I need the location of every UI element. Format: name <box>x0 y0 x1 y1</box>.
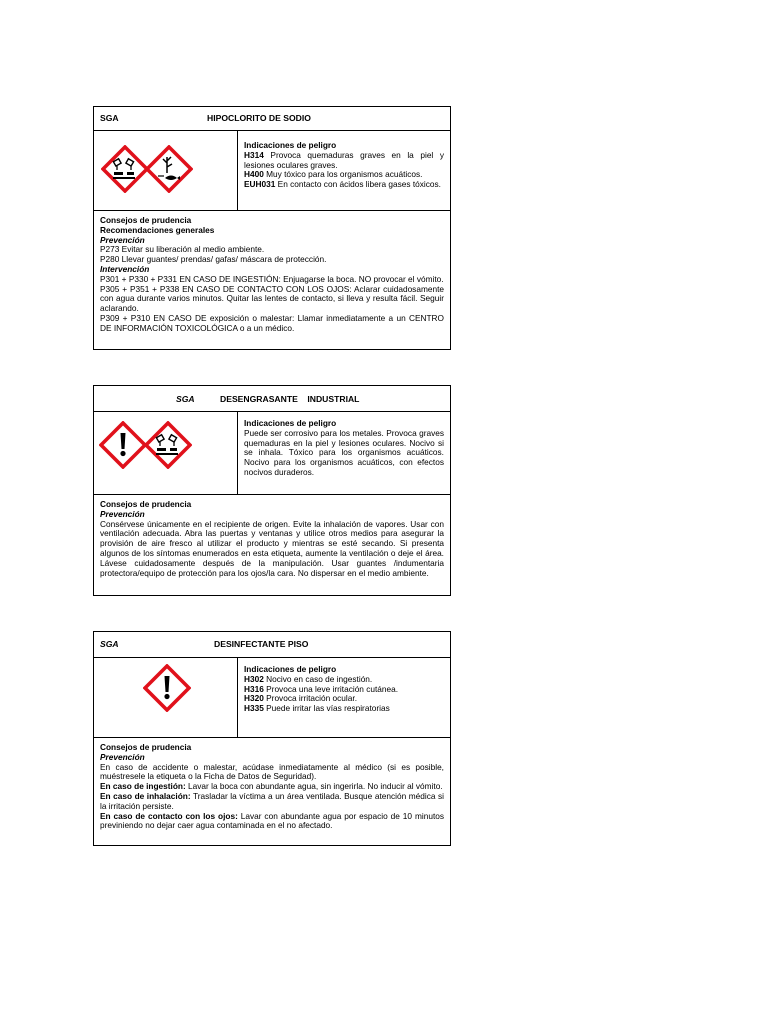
corrosion-icon <box>144 421 192 469</box>
hazard-line: H314 Provoca quemaduras graves en la piel y lesiones oculares graves. <box>244 149 444 170</box>
prevention-label: Prevención <box>100 751 145 762</box>
hazard-line: H320 Provoca irritación ocular. <box>244 693 357 704</box>
hazard-statements <box>238 131 450 210</box>
precaution-section <box>94 211 450 338</box>
precaution-line: P305 + P351 + P338 EN CASO DE CONTACTO CON LOS OJOS: Aclarar cuidadosamente con agua durante varios minutos. Quitar las lentes de contacto, si lleva y resulta fácil. Seguir aclarando. <box>100 283 444 314</box>
hazard-line: H335 Puede irritar las vías respiratorias <box>244 703 390 714</box>
precaution-line: P273 Evitar su liberación al medio ambiente. <box>100 244 265 255</box>
precaution-heading: Consejos de prudencia <box>100 215 192 225</box>
label-desengrasante <box>93 385 451 596</box>
hazard-text: Puede ser corrosivo para los metales. Provoca graves quemaduras en la piel y lesiones oculares. Nocivo si se inhala. Tóxico para los organismos acuáticos. Nocivo para los organismos acuáticos, con efectos nocivos duraderos. <box>244 427 444 477</box>
precaution-line: P301 + P330 + P331 EN CASO DE INGESTIÓN: Enjuagarse la boca. NO provocar el vómito. <box>100 273 444 284</box>
intervention-label: Intervención <box>100 263 150 274</box>
pictogram-cell <box>94 412 238 494</box>
corrosion-icon <box>101 145 149 193</box>
sga-tag: SGA <box>100 113 119 123</box>
hazard-line: EUH031 En contacto con ácidos libera gases tóxicos. <box>244 179 441 190</box>
pictogram-cell <box>94 131 238 210</box>
hazard-heading: Indicaciones de peligro <box>244 418 337 428</box>
label-header <box>94 632 450 658</box>
precaution-heading: Consejos de prudencia <box>100 742 192 752</box>
sga-tag: SGA <box>176 394 195 404</box>
precaution-section <box>94 495 450 582</box>
precaution-line: P309 + P310 EN CASO DE exposición o malestar: Llamar inmediatamente a un CENTRO DE INFORMACIÓN TOXICOLÓGICA o a un médico. <box>100 312 444 333</box>
precaution-text: Consérvese únicamente en el recipiente de origen. Evite la inhalación de vapores. Usar con ventilación adecuada. Abra las puertas y ventanas y utilice otros medios para asegurar la provisión de aire fresco al utilizar el producto y mientras se esté secando. Si presenta algunos de los síntomas enumerados en esta etiqueta, aumente la ventilación o deje el área. Lávese cuidadosamente después de la manipulación. Usar guantes /indumentaria protectora/equipo de protección para los ojos/la cara. No dispersar en el medio ambiente. <box>100 518 444 578</box>
precaution-line: P280 Llevar guantes/ prendas/ gafas/ máscara de protección. <box>100 254 327 265</box>
precaution-measure: En caso de inhalación: Trasladar la víctima a un área ventilada. Busque atención médica si la irritación persiste. <box>100 790 444 811</box>
exclamation-icon <box>99 421 147 469</box>
prevention-label: Prevención <box>100 234 145 245</box>
product-title: HIPOCLORITO DE SODIO <box>207 113 311 123</box>
exclamation-icon <box>143 664 191 712</box>
precaution-measure: En caso de contacto con los ojos: Lavar con abundante agua por espacio de 10 minutos previniendo no dejar caer agua contaminada en el no afectado. <box>100 810 445 831</box>
prevention-label: Prevención <box>100 508 145 519</box>
label-desinfectante <box>93 631 451 846</box>
precaution-section <box>94 738 450 835</box>
hazard-line: H316 Provoca una leve irritación cutánea. <box>244 683 399 694</box>
sga-tag: SGA <box>100 639 119 649</box>
hazard-line: H302 Nocivo en caso de ingestión. <box>244 673 373 684</box>
hazard-heading: Indicaciones de peligro <box>244 140 337 150</box>
label-header <box>94 107 450 131</box>
precaution-heading: Consejos de prudencia <box>100 499 192 509</box>
environment-icon <box>145 145 193 193</box>
product-title: DESENGRASANTE INDUSTRIAL <box>220 394 360 404</box>
hazard-heading: Indicaciones de peligro <box>244 664 337 674</box>
hazard-statements <box>238 658 450 737</box>
precaution-line: En caso de accidente o malestar, acúdase inmediatamente al médico (si es posible, muéstresele la etiqueta o la Ficha de Datos de Seguridad). <box>100 761 444 782</box>
label-header <box>94 386 450 412</box>
product-title: DESINFECTANTE PISO <box>214 639 309 649</box>
precaution-measure: En caso de ingestión: Lavar la boca con abundante agua, sin ingerirla. No inducir al vómito. <box>100 781 443 792</box>
pictogram-cell <box>94 658 238 737</box>
precaution-subheading: Recomendaciones generales <box>100 224 215 235</box>
hazard-statements <box>238 412 450 494</box>
label-hipoclorito <box>93 106 451 350</box>
hazard-line: H400 Muy tóxico para los organismos acuáticos. <box>244 169 423 180</box>
